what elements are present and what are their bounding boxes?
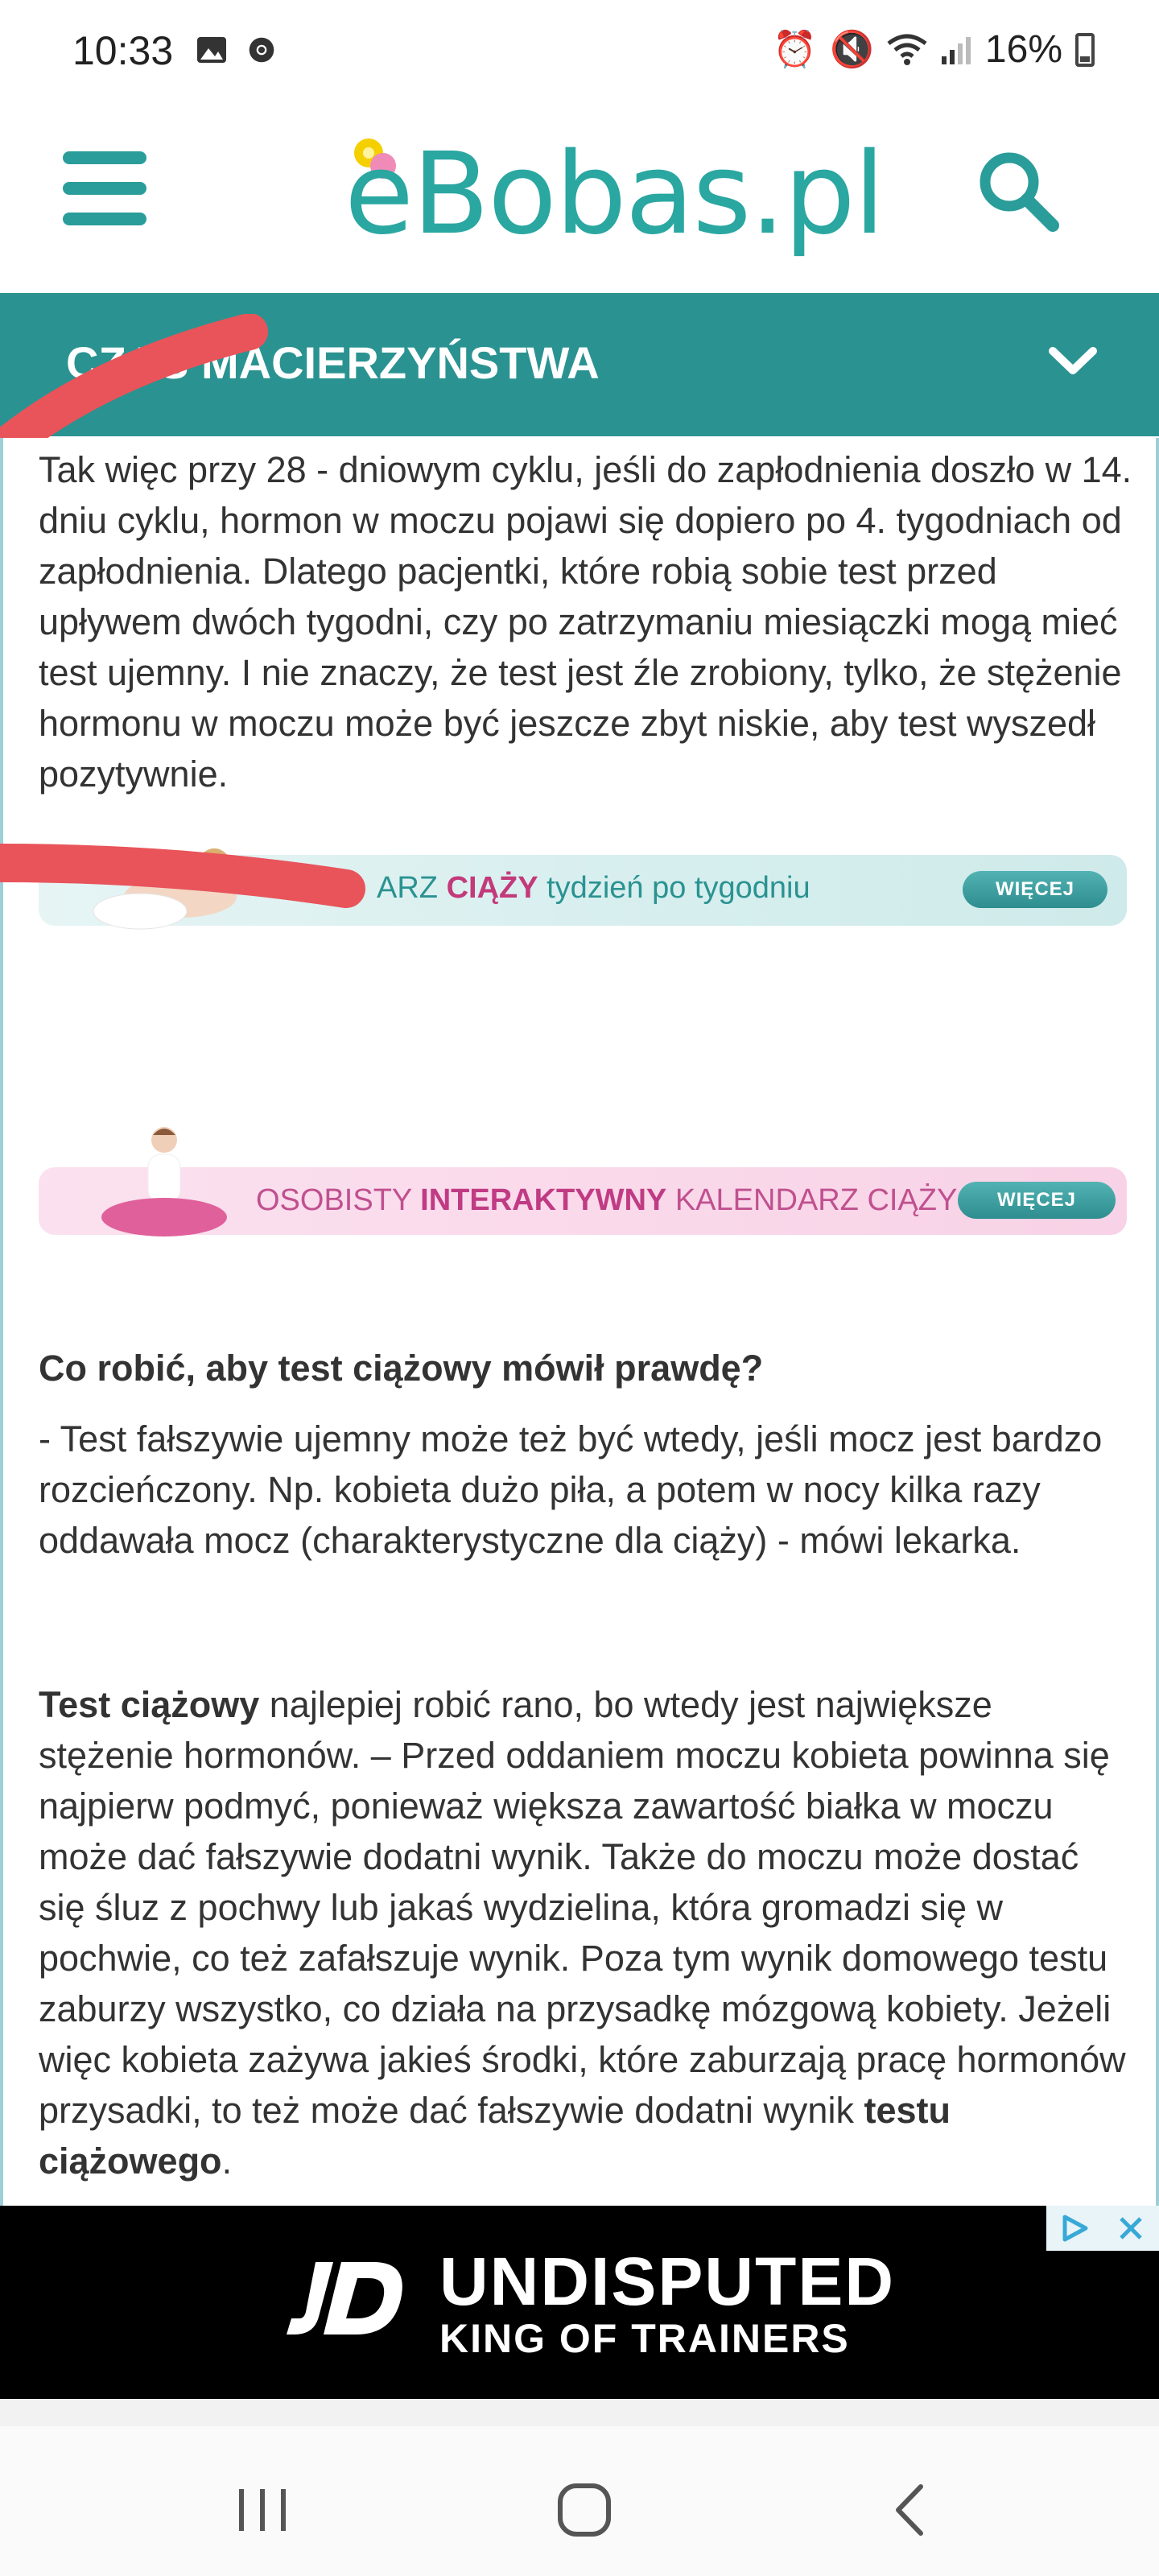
recent-apps-icon[interactable] — [230, 2478, 295, 2542]
ad-subheadline: KING OF TRAINERS — [439, 2316, 850, 2361]
status-bar — [0, 0, 1159, 105]
banner-text: OSOBISTY INTERAKTYWNY KALENDARZ CIĄŻY — [256, 1183, 958, 1217]
site-logo[interactable]: eBobas.pl — [344, 129, 884, 260]
back-icon[interactable] — [877, 2478, 942, 2542]
battery-percent: 16% — [984, 28, 1062, 71]
chevron-down-icon[interactable] — [1046, 341, 1099, 382]
subheading: Co robić, aby test ciążowy mówił prawdę? — [39, 1348, 764, 1389]
signal-icon — [940, 34, 972, 66]
ad-strip — [0, 2399, 1159, 2426]
battery-icon — [1075, 33, 1095, 67]
bold-term: Test ciążowy — [39, 1684, 260, 1725]
home-icon[interactable] — [552, 2478, 617, 2542]
section-bar[interactable] — [0, 293, 1159, 436]
ad-choices-icon[interactable] — [1046, 2206, 1103, 2251]
system-navigation-bar — [0, 2426, 1159, 2576]
chrome-icon — [245, 35, 278, 64]
image-icon — [196, 35, 228, 64]
search-icon[interactable] — [974, 147, 1062, 235]
advertisement-banner[interactable] — [0, 2206, 1159, 2399]
jd-logo — [283, 2254, 412, 2343]
wifi-icon — [887, 34, 927, 66]
hamburger-icon[interactable] — [63, 151, 146, 225]
close-icon[interactable] — [1103, 2206, 1159, 2251]
section-title: CZAS MACIERZYŃSTWA — [66, 337, 600, 388]
more-button[interactable]: WIĘCEJ — [963, 871, 1107, 908]
more-button[interactable]: WIĘCEJ — [958, 1182, 1116, 1219]
alarm-icon: ⏰ — [773, 29, 818, 69]
article-content — [0, 438, 1159, 2209]
mute-icon: 🔇 — [830, 29, 874, 69]
woman-figure — [60, 816, 245, 945]
pregnant-woman-figure — [92, 1122, 237, 1259]
status-time: 10:33 — [72, 28, 174, 73]
ad-headline: UNDISPUTED — [439, 2244, 896, 2319]
article-paragraph: Test ciążowy najlepiej robić rano, bo wtedy jest największe stężenie hormonów. – Przed oddaniem moczu kobieta powinna się najpierw podmyć, ponieważ większa zawartość białka w moczu może dać fałszywie dodatni wynik. Także do moczu może dostać się śluz z pochwy lub jakaś wydzielina, która gromadzi się w pochwie, co też zafałszuje wynik. Poza tym wynik domowego testu zaburzy wszystko, co działa na przysadkę mózgową kobiety. Jeżeli więc kobieta zażywa jakieś środki, które zaburzają pracę hormonów przysadki, to też może dać fałszywie dodatni wynik testu ciążowego. — [39, 1684, 1126, 2182]
banner-text: ARZ CIĄŻY tydzień po tygodniu — [377, 871, 810, 905]
bold-term: testu ciążowego — [39, 2090, 951, 2182]
site-header — [0, 105, 1159, 293]
article-paragraph: - Test fałszywie ujemny może też być wtedy, jeśli mocz jest bardzo rozcieńczony. Np. kobieta dużo piła, a potem w nocy kilka razy oddawała mocz (charakterystyczne dla ciąży) - mówi lekarka. — [39, 1418, 1103, 1561]
article-paragraph: Tak więc przy 28 - dniowym cyklu, jeśli do zapłodnienia doszło w 14. dniu cyklu, hormon w moczu pojawi się dopiero po 4. tygodniach od zapłodnienia. Dlatego pacjentki, które robią sobie test przed upływem dwóch tygodni, czy po zatrzymaniu miesiączki mogą mieć test ujemny. I nie znaczy, że test jest źle zrobiony, tylko, że stężenie hormonu w moczu może być jeszcze zbyt niskie, aby test wyszedł pozytywnie. — [39, 449, 1132, 795]
